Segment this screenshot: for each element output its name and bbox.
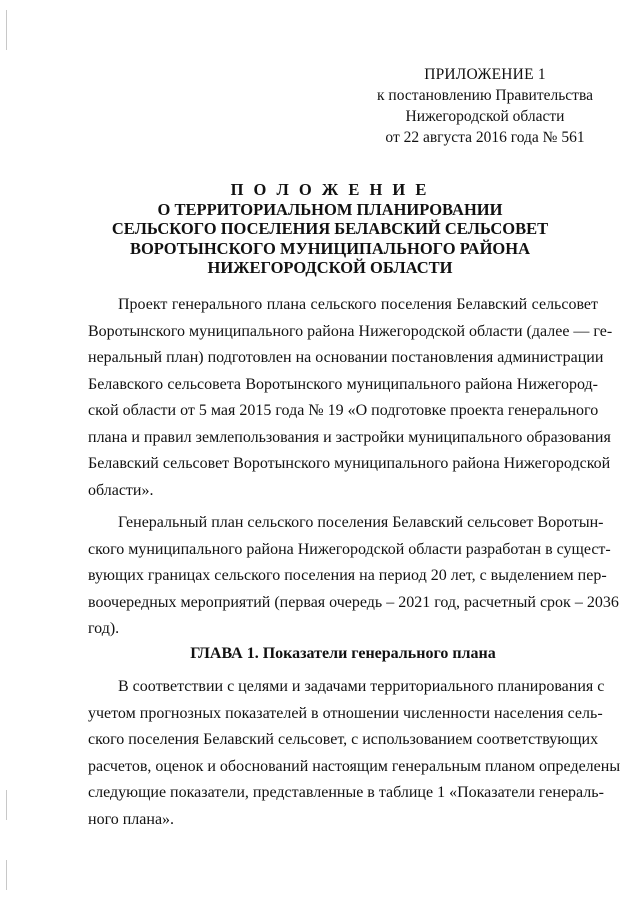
heading-line-3: СЕЛЬСКОГО ПОСЕЛЕНИЯ БЕЛАВСКИЙ СЕЛЬСОВЕТ (111, 219, 549, 238)
scan-artifact (6, 10, 7, 50)
heading-line-4: ВОРОТЫНСКОГО МУНИЦИПАЛЬНОГО РАЙОНА (129, 238, 531, 258)
appendix-line-1: к постановлению Правительства (377, 87, 593, 104)
heading-line-5: НИЖЕГОРОДСКОЙ ОБЛАСТИ (207, 258, 453, 277)
appendix-line-2: Нижегородской области (405, 108, 565, 125)
paragraph-line: вующих границах сельского поселения на период 20 лет, с выделением пер- (88, 567, 607, 584)
heading-line-1: П О Л О Ж Е Н И Е (230, 180, 430, 199)
paragraph-line: плана и правил землепользования и застройки муниципального образования (88, 428, 611, 446)
paragraph-line: области». (88, 481, 154, 499)
paragraph-line: В соответствии с целями и задачами территориального планирования с (118, 678, 605, 695)
paragraph-line: ского поселения Белавский сельсовет, с использованием соответствующих (88, 731, 599, 748)
paragraph-line: ской области от 5 мая 2015 года № 19 «О подготовке проекта генерального (88, 402, 599, 419)
paragraph-line: Воротынского муниципального района Нижегородской области (далее — ге- (88, 322, 613, 340)
scan-artifact (6, 790, 7, 820)
heading-line-2: О ТЕРРИТОРИАЛЬНОМ ПЛАНИРОВАНИИ (157, 199, 503, 219)
paragraph-line: Белавский сельсовет Воротынского муниципального района Нижегородской (88, 455, 611, 472)
paragraph-line: Проект генерального плана сельского поселения Белавский сельсовет (118, 296, 598, 313)
chapter-title: ГЛАВА 1. Показатели генерального плана (190, 645, 496, 662)
paragraph-line: следующие показатели, представленные в таблице 1 «Показатели генераль- (88, 784, 604, 801)
paragraph-line: ского муниципального района Нижегородской области разработан в сущест- (88, 540, 611, 558)
paragraph-1 (88, 292, 613, 504)
document-heading (100, 180, 560, 278)
paragraph-line: расчетов, оценок и обоснований настоящим генеральным планом определены (88, 757, 621, 775)
appendix-line-3: от 22 августа 2016 года № 561 (385, 129, 585, 146)
paragraph-line: неральный план) подготовлен на основании постановления администрации (88, 349, 604, 366)
paragraph-line: Генеральный план сельского поселения Белавский сельсовет Воротын- (118, 514, 604, 531)
paragraph-line: воочередных мероприятий (первая очередь – 2021 год, расчетный срок – 2036 (88, 593, 619, 611)
paragraph-line: учетом прогнозных показателей в отношении численности населения сель- (88, 704, 603, 722)
appendix-title: ПРИЛОЖЕНИЕ 1 (424, 66, 546, 83)
paragraph-line: Белавского сельсовета Воротынского муниципального района Нижегород- (88, 375, 598, 393)
appendix-block (360, 64, 610, 148)
paragraph-line: год). (88, 620, 120, 637)
paragraph-line: ного плана». (88, 810, 175, 828)
paragraph-3 (88, 674, 621, 833)
scan-artifact (6, 860, 7, 890)
paragraph-2 (88, 510, 619, 643)
